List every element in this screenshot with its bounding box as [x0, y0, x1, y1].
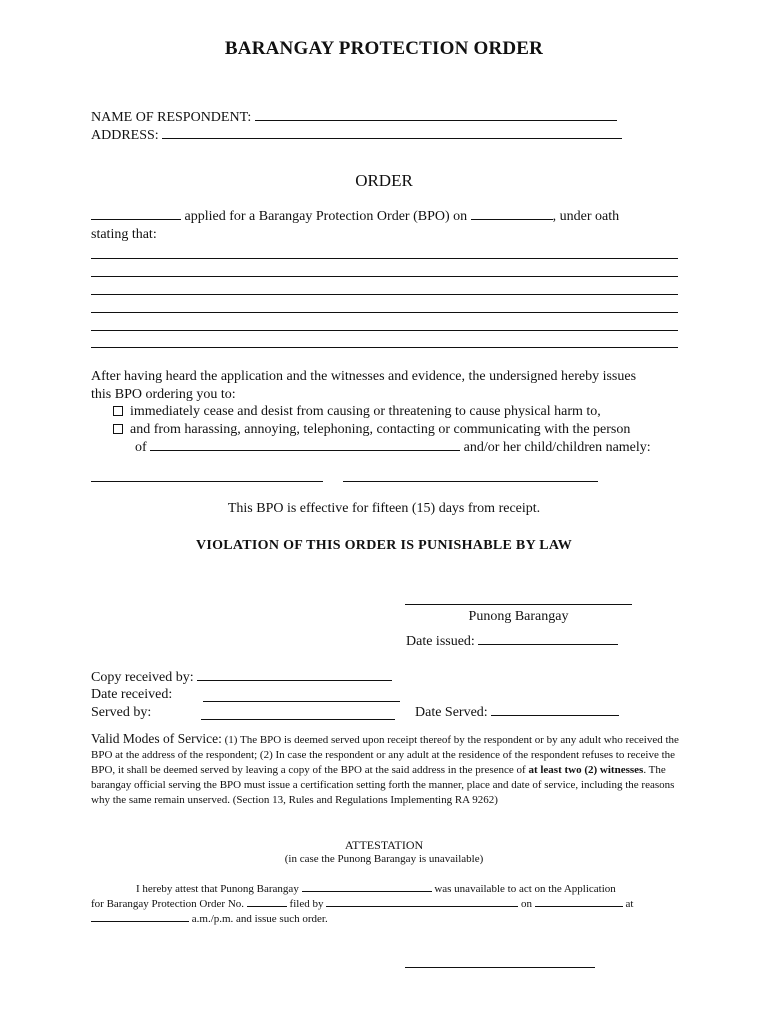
modes-witness-requirement: at least two (2) witnesses — [528, 764, 644, 776]
child-name-field-2[interactable] — [343, 481, 598, 482]
intro-line — [91, 209, 619, 225]
intro-text-3: stating that: — [91, 227, 157, 242]
date-received-field[interactable] — [203, 701, 400, 702]
served-by-field[interactable] — [201, 719, 395, 720]
attestation-subheading: (in case the Punong Barangay is unavailable) — [284, 853, 484, 865]
copy-received-row — [91, 670, 392, 686]
order-item-1-label: immediately cease and desist from causing or threatening to cause physical harm to, — [130, 404, 601, 419]
date-issued-row — [406, 634, 618, 650]
respondent-name-field[interactable] — [255, 119, 617, 121]
attestation-text-2: was unavailable to act on the Application — [434, 883, 616, 895]
attestation-line-2 — [91, 898, 633, 910]
modes-text-1: (1) The BPO is deemed served upon receipt thereof by the respondent or by any adult who received the BPO at the address of the respondent; (2) In case the respondent or any adult at the residence of the respondent refuses to receive the BPO, it shall be deemed served by leaving a copy of the BPO at the said address in the presence of — [91, 734, 679, 776]
attesting-official-signature-line[interactable] — [405, 967, 595, 968]
respondent-name-row — [91, 110, 617, 126]
attestation-line-1 — [136, 883, 616, 895]
order-item-2-checkbox[interactable] — [113, 424, 123, 434]
date-served-label: Date Served: — [415, 705, 488, 720]
hearing-line-2: this BPO ordering you to: — [91, 387, 236, 402]
filed-date-field[interactable] — [535, 905, 623, 907]
attestation-text-3: for Barangay Protection Order No. — [91, 898, 245, 910]
served-by-label: Served by: — [91, 705, 152, 720]
copy-received-field[interactable] — [197, 679, 392, 681]
intro-text-1: applied for a Barangay Protection Order (BPO) on — [184, 209, 468, 224]
respondent-address-label: ADDRESS: — [91, 128, 159, 143]
modes-lead: Valid Modes of Service: — [91, 731, 222, 746]
statement-line[interactable] — [91, 276, 678, 277]
hearing-line-1: After having heard the application and the witnesses and evidence, the undersigned hereby issues — [91, 369, 637, 384]
attestation-line-3 — [91, 913, 328, 925]
filed-time-field[interactable] — [91, 920, 189, 922]
attestation-heading: ATTESTATION — [344, 838, 424, 852]
protected-person-field[interactable] — [150, 449, 460, 451]
children-label: and/or her child/children namely: — [463, 440, 651, 455]
statement-line[interactable] — [91, 312, 678, 313]
applicant-field[interactable] — [91, 218, 181, 220]
modes-text-2: . The barangay official serving the BPO must issue a certification setting forth the manner, place and date of service, including the reasons why the same remain unserved. (Section 13, Rules and Regulations Implementing RA 9262) — [91, 764, 675, 806]
attestation-text-7: a.m./p.m. and issue such order. — [191, 913, 328, 925]
order-item-2-person-row — [135, 440, 651, 456]
attestation-text-5: on — [520, 898, 532, 910]
attestation-text-1: I hereby attest that Punong Barangay — [136, 883, 299, 895]
modes-of-service — [91, 731, 681, 808]
violation-warning: VIOLATION OF THIS ORDER IS PUNISHABLE BY LAW — [195, 538, 573, 553]
child-name-field-1[interactable] — [91, 481, 323, 482]
respondent-address-field[interactable] — [162, 137, 622, 139]
statement-line[interactable] — [91, 347, 678, 348]
order-item-2 — [113, 422, 630, 438]
document-title: BARANGAY PROTECTION ORDER — [224, 38, 544, 59]
bpo-number-field[interactable] — [247, 905, 287, 907]
punong-barangay-label: Punong Barangay — [468, 609, 569, 624]
statement-line[interactable] — [91, 258, 678, 259]
punong-barangay-name-field[interactable] — [302, 890, 432, 892]
date-served-field[interactable] — [491, 714, 619, 716]
filed-by-field[interactable] — [326, 905, 518, 907]
attestation-text-4: filed by — [289, 898, 324, 910]
punong-barangay-signature-line[interactable] — [405, 604, 632, 605]
respondent-name-label: NAME OF RESPONDENT: — [91, 110, 252, 125]
order-item-2-label: and from harassing, annoying, telephoning, contacting or communicating with the person — [130, 422, 631, 437]
statement-line[interactable] — [91, 294, 678, 295]
intro-text-2: , under oath — [552, 209, 620, 224]
application-date-field[interactable] — [471, 218, 553, 220]
date-served-row — [415, 705, 619, 721]
order-heading: ORDER — [355, 171, 413, 190]
attestation-text-6: at — [625, 898, 634, 910]
date-issued-field[interactable] — [478, 643, 618, 645]
effectivity-note: This BPO is effective for fifteen (15) days from receipt. — [227, 501, 541, 516]
date-received-label: Date received: — [91, 687, 173, 702]
copy-received-label: Copy received by: — [91, 670, 194, 685]
date-issued-label: Date issued: — [406, 634, 475, 649]
respondent-address-row — [91, 128, 622, 144]
person-of-label: of — [135, 440, 147, 455]
order-item-1-checkbox[interactable] — [113, 406, 123, 416]
order-item-1 — [113, 404, 601, 420]
statement-line[interactable] — [91, 330, 678, 331]
